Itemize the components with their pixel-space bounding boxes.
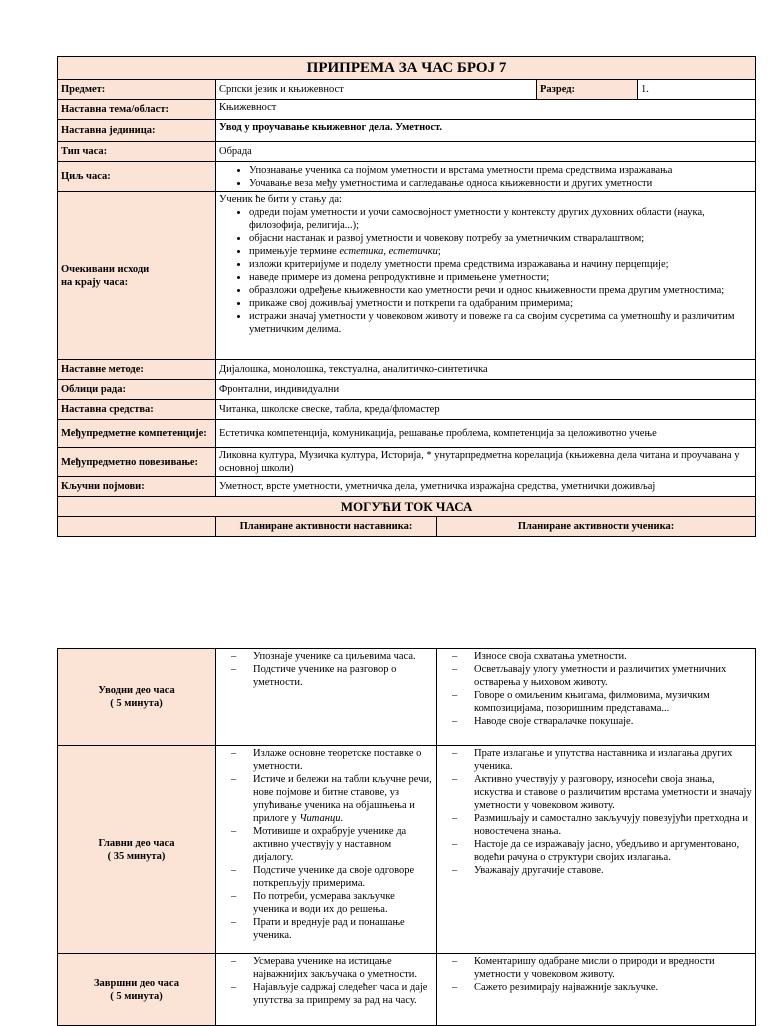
- goal-item: • Упознавање ученика са појмом уметности и врстама уметности према средствима изражавања: [249, 164, 752, 177]
- phase-main: [58, 746, 216, 954]
- phase-intro: [58, 649, 216, 746]
- teacher-activities: [216, 746, 437, 954]
- outcomes-label-line1: Очекивани исходи: [61, 263, 150, 275]
- phase-name: Завршни део часа: [94, 977, 179, 989]
- outcome-item: • истражи значај уметности у човековом животу и повеже га са својим сусретима са уметношћу и различитим уметничким делима.: [249, 310, 752, 336]
- subject-label: Предмет:: [58, 80, 216, 100]
- correlation-label: Међупредметно повезивање:: [58, 448, 216, 477]
- activity-item: – Најављује садржај следећег часа и даје упутства за припрему за рад на часу.: [219, 981, 433, 1007]
- outcome-item: • изложи критеријуме и поделу уметности према средствима изражавања и начину перцепције;: [249, 258, 752, 271]
- outcome-item: • образложи одређење књижевности као уметности речи и однос књижевности према другим уметностима;: [249, 284, 752, 297]
- teacher-activities: [216, 649, 437, 746]
- activity-item: – Излаже основне теоретске поставке о уметности.: [219, 747, 433, 773]
- outcomes-label: [58, 192, 216, 360]
- activity-item-chitanka: [219, 773, 433, 825]
- outcomes-cell: [216, 192, 756, 360]
- terms-italic: естетика, естетички: [339, 246, 438, 257]
- outcome-item: • наведе примере из домена репродуктивне и примењене уметности;: [249, 271, 752, 284]
- grade-value: 1.: [638, 80, 756, 100]
- topic-value: Књижевност: [216, 100, 756, 120]
- page-title: ПРИПРЕМА ЗА ЧАС БРОЈ 7: [58, 57, 756, 80]
- student-activities-header: Планиране активности ученика:: [437, 517, 756, 537]
- subject-value: Српски језик и књижевност: [216, 80, 537, 100]
- student-activities: [437, 954, 756, 1026]
- activity-item: – Подстиче ученике да своје одговоре поткрепљују примерима.: [219, 864, 433, 890]
- lesson-flow-table: [57, 648, 756, 1026]
- activity-item: – Наводе своје стваралачке покушаје.: [440, 715, 752, 728]
- phase-final: [58, 954, 216, 1026]
- chitanka-pre: Истиче и бележи на табли кључне речи, нове појмове и битне ставове, уз упућивање ученика на објашњења и прилоге у: [253, 774, 432, 824]
- teaching-aids-label: Наставна средства:: [58, 400, 216, 420]
- lesson-plan-table: [57, 56, 756, 537]
- activity-item: – Осветљавају улогу уметности и различитих уметничних остварења у њиховом животу.: [440, 663, 752, 689]
- activity-item: – Говоре о омиљеним књигама, филмовима, музичким композицијама, позоришним представама...: [440, 689, 752, 715]
- outcomes-intro: Ученик ће бити у стању да:: [219, 194, 342, 205]
- key-terms-value: Уметност, врсте уметности, уметничка дела, уметничка изражајна средства, уметнички доживљај: [216, 477, 756, 497]
- activity-item: – Сажето резимирају најважније закључке.: [440, 981, 752, 994]
- competencies-value: Естетичка компетенција, комуникација, решавање проблема, компетенција за целоживотно учење: [216, 420, 756, 448]
- chitanka-italic: Читанци: [299, 813, 341, 824]
- topic-label: Наставна тема/област:: [58, 100, 216, 120]
- goal-item: • Уочавање веза међу уметностима и сагледавање односа књижевности и других уметности: [249, 177, 752, 190]
- unit-value: Увод у проучавање књижевног дела. Уметност.: [216, 120, 756, 142]
- header-empty-cell: [58, 517, 216, 537]
- phase-duration: ( 35 минута): [107, 850, 166, 862]
- activity-item: – Уважавају другачије ставове.: [440, 864, 752, 877]
- activity-item: – Усмерава ученике на истицање најважнијих закључака о уметности.: [219, 955, 433, 981]
- lesson-type-label: Тип часа:: [58, 142, 216, 162]
- competencies-label: Међупредметне компетенције:: [58, 420, 216, 448]
- goal-label: Циљ часа:: [58, 162, 216, 192]
- grade-label: Разред:: [537, 80, 638, 100]
- student-activities: [437, 649, 756, 746]
- activity-item: – Прате излагање и упутства наставника и излагања других ученика.: [440, 747, 752, 773]
- outcome-item: • објасни настанак и развој уметности и човекову потребу за уметничким стваралаштвом;: [249, 232, 752, 245]
- lesson-type-value: Обрада: [216, 142, 756, 162]
- activity-item: – Прати и вреднује рад и понашање ученика.: [219, 916, 433, 942]
- lesson-flow-title: МОГУЋИ ТОК ЧАСА: [58, 497, 756, 517]
- activity-item: – Износе своја схватања уметности.: [440, 650, 752, 663]
- key-terms-label: Кључни појмови:: [58, 477, 216, 497]
- goal-cell: [216, 162, 756, 192]
- phase-name: Уводни део часа: [98, 685, 175, 696]
- activity-item: – Коментаришу одабране мисли о природи и вредности уметности у човековом животу.: [440, 955, 752, 981]
- activity-item: – Упознаје ученике са циљевима часа.: [219, 650, 433, 663]
- teacher-activities-header: Планиране активности наставника:: [216, 517, 437, 537]
- phase-duration: ( 5 минута): [110, 698, 163, 709]
- phase-duration: ( 5 минута): [110, 990, 163, 1002]
- methods-value: Дијалошка, монолошка, текстуална, аналитичко-синтетичка: [216, 360, 756, 380]
- activity-item: – По потреби, усмерава закључке ученика и води их до решења.: [219, 890, 433, 916]
- outcome-item-terms: [249, 245, 752, 258]
- outcome-item: • одреди појам уметности и уочи самосвојност уметности у контексту других духовних области (наука, филозофија, религија...);: [249, 206, 752, 232]
- work-forms-value: Фронтални, индивидуални: [216, 380, 756, 400]
- chitanka-post: .: [340, 813, 344, 824]
- terms-prefix: примењује термине: [249, 246, 340, 257]
- teacher-activities: [216, 954, 437, 1026]
- activity-item: – Настоје да се изражавају јасно, убедљиво и аргументовано, водећи рачуна о структури својих излагања.: [440, 838, 752, 864]
- work-forms-label: Облици рада:: [58, 380, 216, 400]
- student-activities: [437, 746, 756, 954]
- methods-label: Наставне методе:: [58, 360, 216, 380]
- teaching-aids-value: Читанка, школске свеске, табла, креда/фломастер: [216, 400, 756, 420]
- phase-name: Главни део часа: [98, 837, 175, 849]
- outcomes-label-line2: на крају часа:: [61, 276, 129, 288]
- unit-label: Наставна јединица:: [58, 120, 216, 142]
- terms-suffix: ;: [437, 246, 441, 257]
- activity-item: – Размишљају и самостално закључују повезујући претходна и новостечена знања.: [440, 812, 752, 838]
- activity-item: – Подстиче ученике на разговор о уметности.: [219, 663, 433, 689]
- correlation-value: Ликовна култура, Музичка култура, Историја, * унутарпредметна корелација (књижевна дела читана и проучавана у основној школи): [216, 448, 756, 477]
- activity-item: – Мотивише и охрабрује ученике да активно учествују у наставном дијалогу.: [219, 825, 433, 864]
- activity-item: – Активно учествују у разговору, износећи своја знања, искуства и ставове о различитим врстама уметности и значају уметности у човековом животу.: [440, 773, 752, 812]
- outcome-item: • прикаже свој доживљај уметности и поткрепи га одабраним примерима;: [249, 297, 752, 310]
